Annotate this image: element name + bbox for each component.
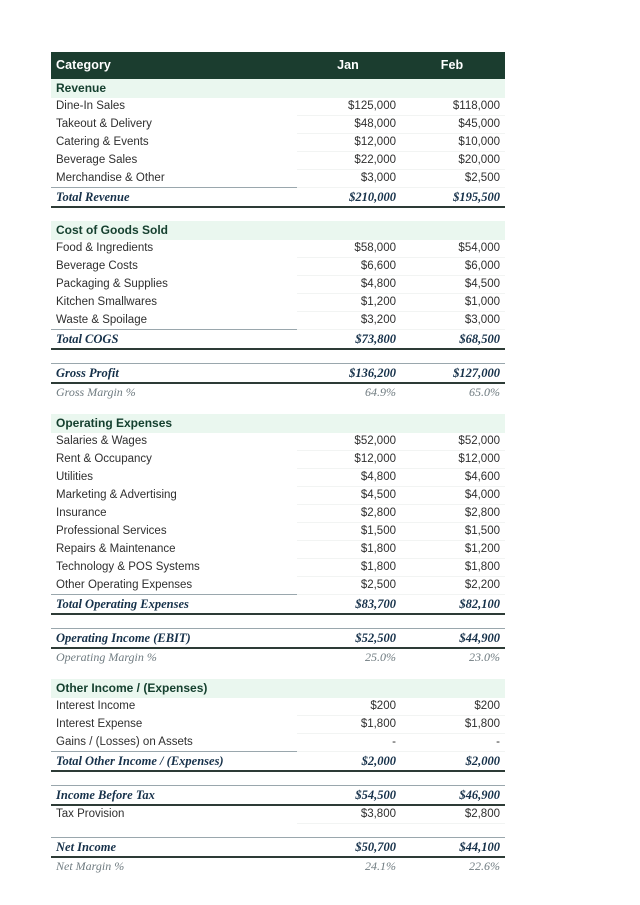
cell-jan[interactable]: $48,000 bbox=[297, 116, 401, 134]
line-item-row[interactable] bbox=[51, 294, 505, 312]
cell-feb[interactable]: $2,800 bbox=[401, 505, 505, 523]
section-header-row[interactable] bbox=[51, 79, 505, 98]
cell-feb[interactable]: $45,000 bbox=[401, 116, 505, 134]
row-label: Gross Profit bbox=[51, 364, 297, 384]
row-label: Total Operating Expenses bbox=[51, 595, 297, 615]
cell-jan[interactable]: $83,700 bbox=[297, 595, 401, 615]
row-label: Total Revenue bbox=[51, 188, 297, 208]
cell-jan[interactable]: $12,000 bbox=[297, 134, 401, 152]
row-label: Repairs & Maintenance bbox=[51, 541, 297, 559]
income-statement-table bbox=[51, 52, 505, 875]
row-label: Revenue bbox=[51, 79, 297, 98]
row-label: Catering & Events bbox=[51, 134, 297, 152]
cell-jan[interactable]: $6,600 bbox=[297, 258, 401, 276]
table-header bbox=[51, 52, 505, 79]
cell-feb[interactable]: $1,800 bbox=[401, 716, 505, 734]
row-label: Waste & Spoilage bbox=[51, 312, 297, 330]
line-item-row[interactable] bbox=[51, 98, 505, 116]
cell-feb[interactable]: $82,100 bbox=[401, 595, 505, 615]
cell-jan[interactable]: $136,200 bbox=[297, 364, 401, 384]
cell-jan[interactable]: $2,500 bbox=[297, 577, 401, 595]
cell-feb[interactable]: $68,500 bbox=[401, 330, 505, 350]
cell-feb[interactable] bbox=[401, 679, 505, 698]
cell-jan[interactable]: $22,000 bbox=[297, 152, 401, 170]
row-label: Professional Services bbox=[51, 523, 297, 541]
cell-jan[interactable] bbox=[297, 221, 401, 240]
cell-jan[interactable]: $54,500 bbox=[297, 786, 401, 806]
cell-feb[interactable]: $2,000 bbox=[401, 752, 505, 772]
row-label: Interest Expense bbox=[51, 716, 297, 734]
line-item-row[interactable] bbox=[51, 541, 505, 559]
cell-feb[interactable]: $127,000 bbox=[401, 364, 505, 384]
row-label: Dine-In Sales bbox=[51, 98, 297, 116]
row-label: Operating Expenses bbox=[51, 414, 297, 433]
cell-jan[interactable]: $52,000 bbox=[297, 433, 401, 451]
row-label: Merchandise & Other bbox=[51, 170, 297, 188]
subtotal-row[interactable] bbox=[51, 752, 505, 772]
row-label: Marketing & Advertising bbox=[51, 487, 297, 505]
spacer-cell bbox=[51, 349, 505, 364]
row-label: Other Income / (Expenses) bbox=[51, 679, 297, 698]
cell-jan[interactable] bbox=[297, 679, 401, 698]
cell-feb[interactable]: $2,200 bbox=[401, 577, 505, 595]
cell-jan[interactable] bbox=[297, 414, 401, 433]
line-item-row[interactable] bbox=[51, 805, 505, 824]
row-label: Operating Income (EBIT) bbox=[51, 629, 297, 649]
line-item-row[interactable] bbox=[51, 116, 505, 134]
key-metric-row[interactable] bbox=[51, 786, 505, 806]
spacer-row bbox=[51, 771, 505, 786]
cell-feb[interactable]: $118,000 bbox=[401, 98, 505, 116]
row-label: Net Margin % bbox=[51, 857, 297, 875]
key-metric-row[interactable] bbox=[51, 364, 505, 384]
cell-jan[interactable]: $52,500 bbox=[297, 629, 401, 649]
cell-feb[interactable]: 22.6% bbox=[401, 857, 505, 875]
line-item-row[interactable] bbox=[51, 240, 505, 258]
section-header-row[interactable] bbox=[51, 221, 505, 240]
cell-jan[interactable]: - bbox=[297, 734, 401, 752]
cell-jan[interactable]: $12,000 bbox=[297, 451, 401, 469]
row-label: Packaging & Supplies bbox=[51, 276, 297, 294]
line-item-row[interactable] bbox=[51, 523, 505, 541]
cell-jan[interactable]: $1,500 bbox=[297, 523, 401, 541]
row-label: Beverage Costs bbox=[51, 258, 297, 276]
row-label: Total Other Income / (Expenses) bbox=[51, 752, 297, 772]
cell-jan[interactable]: $200 bbox=[297, 698, 401, 716]
section-header-row[interactable] bbox=[51, 679, 505, 698]
spacer-row bbox=[51, 614, 505, 629]
cell-feb[interactable]: - bbox=[401, 734, 505, 752]
cell-jan[interactable]: $73,800 bbox=[297, 330, 401, 350]
line-item-row[interactable] bbox=[51, 577, 505, 595]
spacer-cell bbox=[51, 824, 505, 838]
line-item-row[interactable] bbox=[51, 258, 505, 276]
row-label: Takeout & Delivery bbox=[51, 116, 297, 134]
cell-feb[interactable]: $4,600 bbox=[401, 469, 505, 487]
cell-jan[interactable]: $58,000 bbox=[297, 240, 401, 258]
margin-percent-row[interactable] bbox=[51, 383, 505, 401]
row-label: Interest Income bbox=[51, 698, 297, 716]
spacer-row bbox=[51, 824, 505, 838]
column-header-feb[interactable]: Feb bbox=[401, 52, 505, 79]
row-label: Net Income bbox=[51, 838, 297, 858]
row-label: Food & Ingredients bbox=[51, 240, 297, 258]
column-header-category[interactable]: Category bbox=[51, 52, 297, 79]
spacer-row bbox=[51, 207, 505, 221]
line-item-row[interactable] bbox=[51, 170, 505, 188]
cell-jan[interactable]: $1,200 bbox=[297, 294, 401, 312]
cell-feb[interactable]: $44,100 bbox=[401, 838, 505, 858]
spacer-cell bbox=[51, 666, 505, 679]
row-label: Insurance bbox=[51, 505, 297, 523]
cell-jan[interactable]: 24.1% bbox=[297, 857, 401, 875]
margin-percent-row[interactable] bbox=[51, 857, 505, 875]
cell-jan[interactable]: $3,200 bbox=[297, 312, 401, 330]
cell-feb[interactable]: $200 bbox=[401, 698, 505, 716]
cell-jan[interactable]: $1,800 bbox=[297, 716, 401, 734]
cell-feb[interactable]: $1,500 bbox=[401, 523, 505, 541]
cell-feb[interactable]: $46,900 bbox=[401, 786, 505, 806]
spacer-cell bbox=[51, 207, 505, 221]
cell-feb[interactable] bbox=[401, 221, 505, 240]
cell-feb[interactable]: $2,500 bbox=[401, 170, 505, 188]
cell-jan[interactable]: $1,800 bbox=[297, 541, 401, 559]
line-item-row[interactable] bbox=[51, 276, 505, 294]
cell-feb[interactable]: 65.0% bbox=[401, 383, 505, 401]
subtotal-row[interactable] bbox=[51, 330, 505, 350]
section-header-row[interactable] bbox=[51, 414, 505, 433]
cell-jan[interactable]: $210,000 bbox=[297, 188, 401, 208]
cell-jan[interactable]: $50,700 bbox=[297, 838, 401, 858]
cell-feb[interactable]: $1,000 bbox=[401, 294, 505, 312]
line-item-row[interactable] bbox=[51, 433, 505, 451]
line-item-row[interactable] bbox=[51, 451, 505, 469]
row-label: Gross Margin % bbox=[51, 383, 297, 401]
cell-jan[interactable]: 25.0% bbox=[297, 648, 401, 666]
cell-jan[interactable]: $1,800 bbox=[297, 559, 401, 577]
key-metric-row[interactable] bbox=[51, 838, 505, 858]
row-label: Total COGS bbox=[51, 330, 297, 350]
row-label: Income Before Tax bbox=[51, 786, 297, 806]
cell-jan[interactable]: $125,000 bbox=[297, 98, 401, 116]
cell-feb[interactable] bbox=[401, 414, 505, 433]
line-item-row[interactable] bbox=[51, 734, 505, 752]
cell-feb[interactable]: 23.0% bbox=[401, 648, 505, 666]
cell-feb[interactable]: $195,500 bbox=[401, 188, 505, 208]
cell-feb[interactable]: $4,500 bbox=[401, 276, 505, 294]
header-row bbox=[51, 52, 505, 79]
spacer-row bbox=[51, 401, 505, 414]
line-item-row[interactable] bbox=[51, 559, 505, 577]
cell-feb[interactable]: $1,800 bbox=[401, 559, 505, 577]
spacer-cell bbox=[51, 614, 505, 629]
cell-feb[interactable]: $54,000 bbox=[401, 240, 505, 258]
subtotal-row[interactable] bbox=[51, 188, 505, 208]
line-item-row[interactable] bbox=[51, 152, 505, 170]
cell-jan[interactable] bbox=[297, 79, 401, 98]
cell-jan[interactable]: $4,800 bbox=[297, 469, 401, 487]
row-label: Utilities bbox=[51, 469, 297, 487]
cell-feb[interactable]: $20,000 bbox=[401, 152, 505, 170]
row-label: Other Operating Expenses bbox=[51, 577, 297, 595]
row-label: Kitchen Smallwares bbox=[51, 294, 297, 312]
line-item-row[interactable] bbox=[51, 698, 505, 716]
cell-jan[interactable]: $3,800 bbox=[297, 805, 401, 824]
row-label: Cost of Goods Sold bbox=[51, 221, 297, 240]
row-label: Technology & POS Systems bbox=[51, 559, 297, 577]
cell-feb[interactable] bbox=[401, 79, 505, 98]
cell-jan[interactable]: $2,800 bbox=[297, 505, 401, 523]
row-label: Salaries & Wages bbox=[51, 433, 297, 451]
spacer-row bbox=[51, 349, 505, 364]
cell-jan[interactable]: $4,500 bbox=[297, 487, 401, 505]
cell-jan[interactable]: 64.9% bbox=[297, 383, 401, 401]
cell-feb[interactable]: $10,000 bbox=[401, 134, 505, 152]
cell-jan[interactable]: $3,000 bbox=[297, 170, 401, 188]
line-item-row[interactable] bbox=[51, 312, 505, 330]
cell-feb[interactable]: $1,200 bbox=[401, 541, 505, 559]
cell-feb[interactable]: $6,000 bbox=[401, 258, 505, 276]
spacer-cell bbox=[51, 401, 505, 414]
cell-jan[interactable]: $2,000 bbox=[297, 752, 401, 772]
row-label: Tax Provision bbox=[51, 805, 297, 824]
line-item-row[interactable] bbox=[51, 469, 505, 487]
spacer-cell bbox=[51, 771, 505, 786]
column-header-jan[interactable]: Jan bbox=[297, 52, 401, 79]
key-metric-row[interactable] bbox=[51, 629, 505, 649]
margin-percent-row[interactable] bbox=[51, 648, 505, 666]
cell-feb[interactable]: $12,000 bbox=[401, 451, 505, 469]
subtotal-row[interactable] bbox=[51, 595, 505, 615]
line-item-row[interactable] bbox=[51, 716, 505, 734]
cell-feb[interactable]: $3,000 bbox=[401, 312, 505, 330]
cell-feb[interactable]: $52,000 bbox=[401, 433, 505, 451]
cell-feb[interactable]: $2,800 bbox=[401, 805, 505, 824]
cell-feb[interactable]: $4,000 bbox=[401, 487, 505, 505]
row-label: Operating Margin % bbox=[51, 648, 297, 666]
line-item-row[interactable] bbox=[51, 487, 505, 505]
table-body bbox=[51, 79, 505, 875]
cell-jan[interactable]: $4,800 bbox=[297, 276, 401, 294]
row-label: Gains / (Losses) on Assets bbox=[51, 734, 297, 752]
row-label: Beverage Sales bbox=[51, 152, 297, 170]
row-label: Rent & Occupancy bbox=[51, 451, 297, 469]
cell-feb[interactable]: $44,900 bbox=[401, 629, 505, 649]
line-item-row[interactable] bbox=[51, 134, 505, 152]
spacer-row bbox=[51, 666, 505, 679]
line-item-row[interactable] bbox=[51, 505, 505, 523]
